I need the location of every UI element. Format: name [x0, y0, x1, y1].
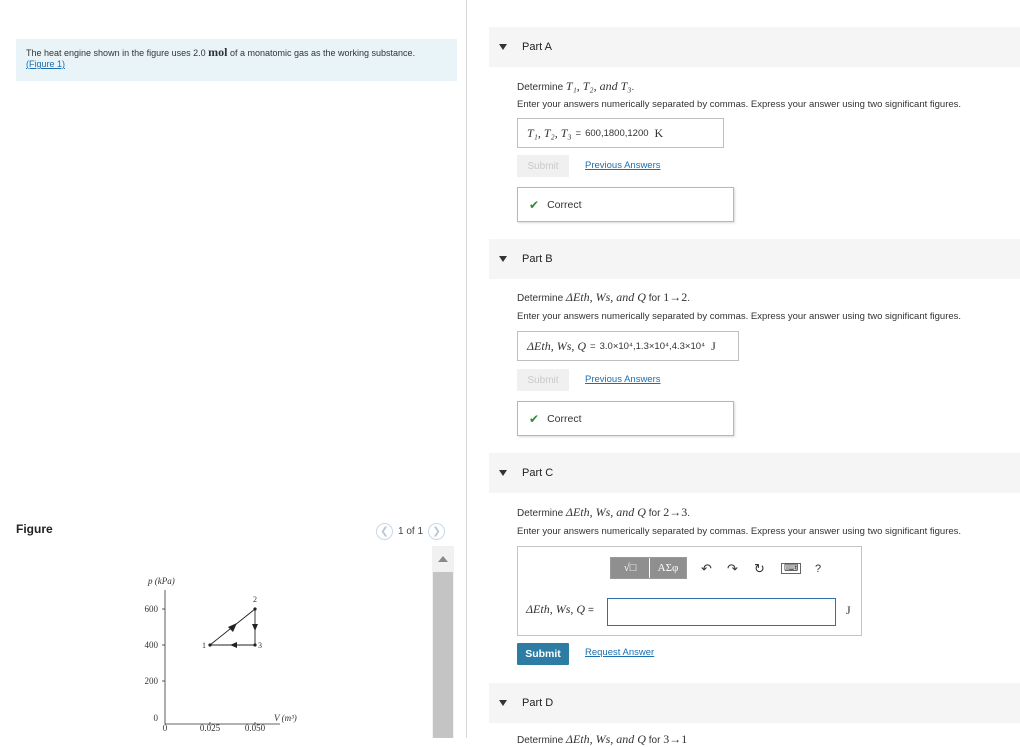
reset-icon[interactable]: ↻ — [754, 561, 765, 576]
next-figure-button[interactable]: ❯ — [428, 523, 445, 540]
question-prefix: Determine — [517, 293, 566, 304]
part-a-title: Part A — [522, 41, 552, 53]
arrow-3-1 — [230, 642, 237, 648]
part-c-question — [517, 505, 690, 520]
part-a-answer — [517, 118, 724, 148]
figure-label: Figure — [16, 522, 53, 536]
part-d-question — [517, 732, 717, 746]
part-b-instruction: Enter your answers numerically separated by commas. Express your answer using two significant figures. — [517, 311, 962, 322]
arrow-2-3 — [252, 624, 258, 631]
part-b-answer — [517, 331, 739, 361]
part-c-title: Part C — [522, 467, 554, 479]
point-1 — [208, 643, 211, 646]
point-label-1: 1 — [202, 641, 206, 650]
question-prefix: Determine — [517, 82, 566, 93]
part-a-question — [517, 79, 634, 94]
equals-sign: = — [588, 605, 594, 616]
intro-text-after: of a monatomic gas as the working substance. — [227, 48, 416, 58]
collapse-caret-icon — [499, 44, 507, 50]
part-b-title: Part B — [522, 253, 553, 265]
figure-pager — [376, 523, 445, 540]
y-tick-label: 400 — [144, 640, 158, 650]
editor-toolbar-group — [610, 557, 687, 579]
question-prefix: Determine — [517, 508, 566, 519]
status-text: Correct — [547, 198, 582, 211]
pane-divider — [466, 0, 467, 738]
y-axis-label: p (kPa) — [148, 576, 175, 586]
intro-text-before: The heat engine shown in the figure uses 2.0 — [26, 48, 209, 58]
part-a-previous-answers-link[interactable]: Previous Answers — [585, 160, 661, 171]
part-c-instruction: Enter your answers numerically separated by commas. Express your answer using two significant figures. — [517, 526, 962, 537]
keyboard-icon[interactable]: ⌨ — [781, 563, 801, 574]
part-b-question — [517, 290, 690, 305]
part-b-header[interactable] — [489, 239, 1020, 279]
question-variables: ΔEth, Ws, and Q — [565, 290, 646, 304]
question-for: for — [645, 293, 664, 304]
help-button[interactable]: ? — [815, 563, 822, 575]
question-process: 3→1 — [663, 732, 688, 746]
question-prefix: Determine — [517, 735, 566, 746]
redo-icon[interactable]: ↷ — [727, 561, 738, 576]
answer-label — [526, 602, 594, 617]
part-b-submit-button[interactable]: Submit — [517, 369, 569, 391]
answer-unit: K — [654, 125, 664, 140]
point-2 — [253, 607, 256, 610]
problem-statement — [16, 39, 457, 81]
part-d-title: Part D — [522, 697, 554, 709]
symbols-button[interactable]: ΑΣφ — [657, 562, 679, 574]
equals-sign: = — [575, 127, 582, 139]
intro-unit-mol: mol — [208, 45, 228, 59]
part-a-submit-button[interactable]: Submit — [517, 155, 569, 177]
y-tick-label: 0 — [153, 713, 158, 723]
undo-icon[interactable]: ↶ — [701, 561, 712, 576]
y-tick-label: 200 — [144, 676, 158, 686]
figure-scrollbar[interactable] — [432, 546, 454, 738]
scrollbar-thumb[interactable] — [433, 572, 453, 738]
question-process: 1→2 — [663, 290, 688, 304]
figure-page-count: 1 of 1 — [398, 526, 424, 537]
answer-value: 600,1800,1200 — [585, 127, 649, 139]
prev-figure-button[interactable]: ❮ — [376, 523, 393, 540]
x-tick-label: 0.025 — [199, 723, 221, 733]
figure-viewport — [16, 546, 432, 738]
part-b-previous-answers-link[interactable]: Previous Answers — [585, 374, 661, 385]
x-tick-label: 0 — [162, 723, 168, 733]
answer-label: ΔEth, Ws, Q — [527, 338, 587, 353]
request-answer-link[interactable]: Request Answer — [585, 647, 655, 658]
part-d-header[interactable] — [489, 683, 1020, 723]
x-axis-label: V (m³) — [274, 713, 297, 723]
question-variables: ΔEth, Ws, and Q — [565, 505, 646, 519]
checkmark-icon: ✔ — [529, 411, 540, 426]
point-label-3: 3 — [258, 641, 262, 650]
math-answer-editor — [517, 546, 862, 636]
part-b-feedback — [517, 401, 734, 436]
question-suffix: . — [687, 293, 690, 304]
question-process: 2→3 — [663, 505, 688, 519]
problem-pane — [0, 0, 466, 738]
point-label-2: 2 — [253, 595, 257, 604]
question-suffix: . — [631, 82, 635, 93]
collapse-caret-icon — [499, 700, 507, 706]
part-c-header[interactable] — [489, 453, 1020, 493]
x-tick-label: 0.050 — [244, 723, 266, 733]
pv-diagram — [16, 546, 432, 738]
part-a-feedback — [517, 187, 734, 222]
part-c-submit-button[interactable]: Submit — [517, 643, 569, 665]
collapse-caret-icon — [499, 256, 507, 262]
question-suffix: . — [687, 508, 690, 519]
arrow-1-2 — [228, 623, 237, 632]
part-a-header[interactable] — [489, 27, 1020, 67]
answer-label: T₁, T₂, T₃ — [527, 125, 572, 140]
question-for: for — [645, 508, 664, 519]
collapse-caret-icon — [499, 470, 507, 476]
question-variables: ΔEth, Ws, and Q — [565, 732, 646, 746]
question-variables: T₁, T₂, and T₃ — [565, 79, 632, 93]
status-text: Correct — [547, 412, 582, 425]
answer-value: 3.0×10⁴,1.3×10⁴,4.3×10⁴ — [599, 340, 706, 352]
scroll-up-arrow-icon[interactable] — [438, 556, 448, 562]
figure-link[interactable]: (Figure 1) — [26, 59, 66, 69]
part-a-instruction: Enter your answers numerically separated by commas. Express your answer using two significant figures. — [517, 99, 962, 110]
checkmark-icon: ✔ — [529, 197, 540, 212]
part-c-answer-input[interactable] — [607, 598, 836, 626]
answer-unit: J — [846, 603, 851, 617]
answer-label-text: ΔEth, Ws, Q — [526, 602, 586, 616]
y-tick-label: 600 — [144, 604, 158, 614]
answer-unit: J — [711, 338, 716, 353]
equals-sign: = — [590, 340, 596, 352]
question-for: for — [645, 735, 664, 746]
part-d-question-text — [517, 732, 687, 747]
point-3 — [253, 643, 256, 646]
templates-button[interactable]: √□ — [623, 562, 637, 574]
